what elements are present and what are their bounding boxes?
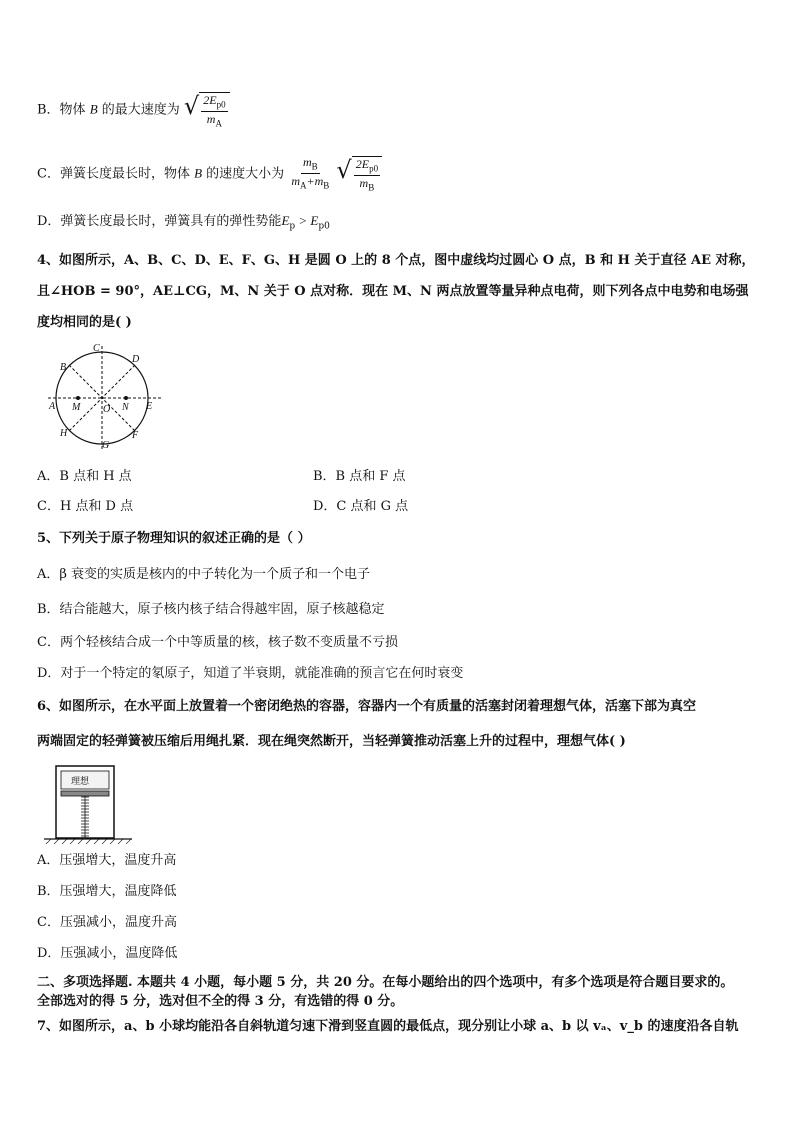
q4-option-d: D．C 点和 G 点	[313, 499, 409, 514]
sqrt-expression: √ $\frac{2E_{p0}}{m_A}$	[184, 89, 230, 131]
q4-option-a: A．B 点和 H 点	[37, 469, 132, 484]
label-e: E	[146, 401, 153, 412]
label-g: G	[102, 440, 110, 450]
section2-heading-line2: 全部选对的得 5 分，选对但不全的得 3 分，有选错的得 0 分。	[37, 994, 404, 1009]
sqrt-expression: √ $\frac{2E_{p0}}{m_B}$	[336, 153, 382, 195]
q3-option-b: B．物体 B 的最大速度为 √ $\frac{2E_{p0}}{m_A}$	[37, 89, 230, 131]
q6-option-a: A．压强增大，温度升高	[37, 853, 177, 868]
label-m: M	[72, 402, 81, 413]
q6-option-d: D．压强减小，温度降低	[37, 946, 178, 961]
label-n: N	[122, 402, 129, 413]
container-figure	[40, 762, 140, 844]
q5-stem: 5、下列关于原子物理知识的叙述正确的是（ ）	[37, 531, 311, 546]
label-o: O	[103, 404, 111, 415]
q6-option-c: C．压强减小，温度升高	[37, 915, 177, 930]
q4-option-c: C．H 点和 D 点	[37, 499, 134, 514]
label-b: B	[60, 362, 67, 373]
q5-option-a: A．β 衰变的实质是核内的中子转化为一个质子和一个电子	[37, 567, 371, 582]
q4-stem-line1: 4、如图所示，A、B、C、D、E、F、G、H 是圆 O 上的 8 个点，图中虚线均过圆心 O 点，B 和 H 关于直径 AE 对称，	[37, 253, 755, 268]
q3-option-d: D．弹簧长度最长时，弹簧具有的弹性势能$E_p > E_{p0}$	[37, 213, 330, 232]
q5-option-c: C．两个轻核结合成一个中等质量的核，核子数不变质量不亏损	[37, 635, 398, 650]
label-f: F	[132, 430, 139, 441]
q3-option-c: C．弹簧长度最长时，物体 B 的速度大小为 $\frac{m_B}{m_A+m_B}$ √ $\frac{2E_{p0}}{m_B}$	[37, 153, 382, 195]
label-d: D	[132, 354, 140, 365]
label-h: H	[60, 428, 68, 439]
q6-stem-line1: 6、如图所示，在水平面上放置着一个密闭绝热的容器，容器内一个有质量的活塞封闭着理想气体，活塞下部为真空	[37, 699, 697, 714]
q4-stem-line2: 且∠HOB = 90°，AE⊥CG，M、N 关于 O 点对称．现在 M、N 两点放置等量异种点电荷，则下列各点中电势和电场强	[37, 284, 749, 299]
section2-heading-line1: 二、多项选择题. 本题共 4 小题，每小题 5 分，共 20 分。在每小题给出的四个选项中，有多个选项是符合题目要求的。	[37, 975, 734, 990]
gas-label: 理想	[71, 777, 90, 787]
fraction: $\frac{m_B}{m_A+m_B}$	[291, 155, 330, 191]
q4-option-b: B．B 点和 F 点	[313, 469, 406, 484]
q7-stem-line1: 7、如图所示，a、b 小球均能沿各自斜轨道匀速下滑到竖直圆的最低点，现分别让小球 a、b 以 vₐ、v_b 的速度沿各自轨	[37, 1019, 739, 1034]
label-a: A	[49, 401, 56, 412]
circle-figure	[40, 340, 170, 450]
q6-option-b: B．压强增大，温度降低	[37, 884, 177, 899]
q5-option-d: D．对于一个特定的氡原子，知道了半衰期，就能准确的预言它在何时衰变	[37, 666, 464, 681]
q5-option-b: B．结合能越大，原子核内核子结合得越牢固，原子核越稳定	[37, 602, 385, 617]
label-c: C	[93, 343, 100, 354]
q4-stem-line3: 度均相同的是( )	[37, 315, 132, 330]
q6-stem-line2: 两端固定的轻弹簧被压缩后用绳扎紧．现在绳突然断开，当轻弹簧推动活塞上升的过程中，理想气体( )	[37, 734, 626, 749]
